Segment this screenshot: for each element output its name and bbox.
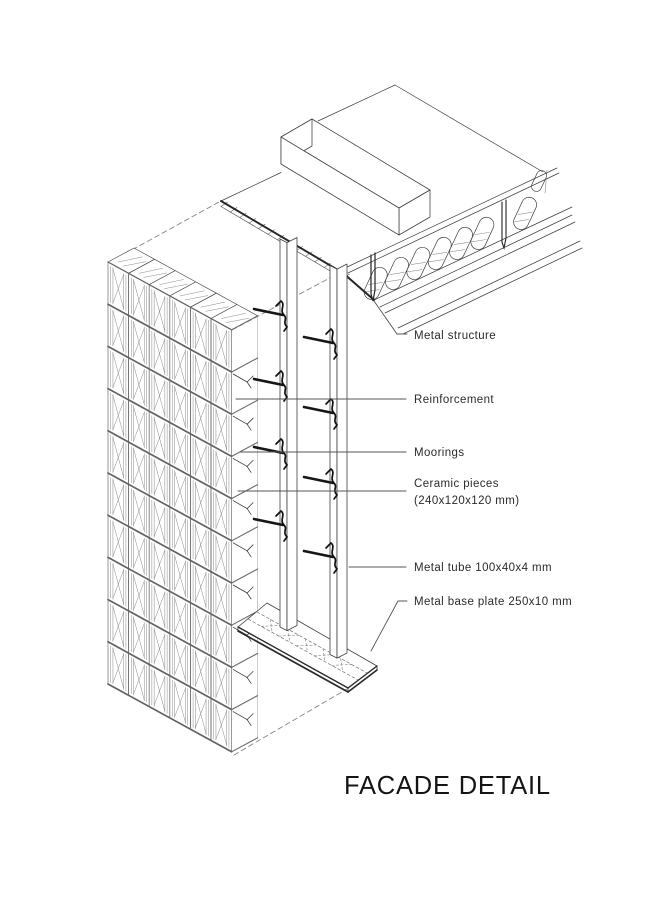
label-reinforcement: Reinforcement [414,394,494,406]
label-ceramic-dimensions: (240x120x120 mm) [414,495,520,507]
metal-base-plate [238,603,377,692]
drawing-title: FACADE DETAIL [344,772,551,800]
metal-tubes [280,238,347,659]
label-metal-base-plate: Metal base plate 250x10 mm [414,596,573,608]
label-ceramic-pieces: Ceramic pieces [414,478,499,490]
reinforcement-bar-hooks [233,374,253,726]
web-opening [511,195,539,232]
box-beam [281,119,430,235]
label-metal-tube: Metal tube 100x40x4 mm [414,562,552,574]
ceramic-lattice-wall [108,248,258,752]
label-moorings: Moorings [414,447,465,459]
label-metal-structure: Metal structure [414,330,497,342]
leader-lines [236,301,407,651]
